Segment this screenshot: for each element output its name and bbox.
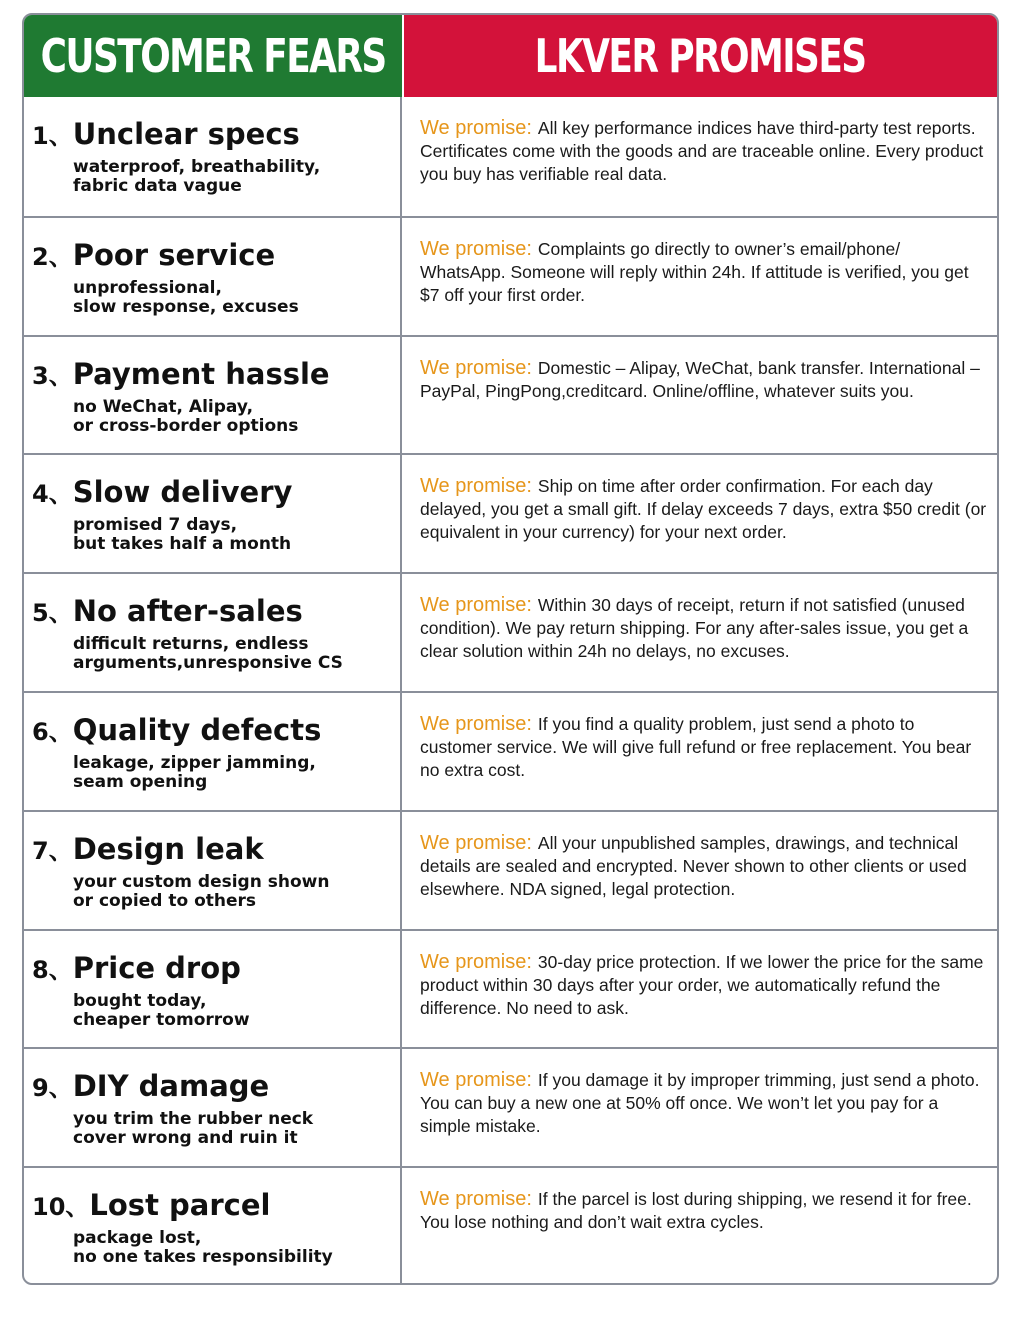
fear-title bbox=[32, 238, 400, 274]
fear-cell bbox=[24, 693, 402, 810]
fear-subtitle: no WeChat, Alipay, or cross-border options bbox=[73, 396, 299, 436]
fear-number: 9、 bbox=[32, 1074, 73, 1103]
fear-title bbox=[32, 713, 400, 749]
promise-cell bbox=[402, 1049, 997, 1166]
promise-text: If you damage it by improper trimming, just send a photo. You can buy a new one at 50% off once. We won’t let you pay for a simple mistake. bbox=[420, 1070, 980, 1137]
promise-lead: We promise: bbox=[420, 356, 532, 379]
fear-cell bbox=[24, 1168, 402, 1285]
promise-lead: We promise: bbox=[420, 1188, 532, 1211]
promise-lead: We promise: bbox=[420, 1069, 532, 1092]
promise-lead: We promise: bbox=[420, 950, 532, 973]
fear-subtitle: unprofessional, slow response, excuses bbox=[73, 277, 299, 317]
fear-number: 2、 bbox=[32, 242, 73, 271]
fear-number: 8、 bbox=[32, 955, 73, 984]
promise-text-block bbox=[420, 1188, 989, 1234]
table-row bbox=[24, 1166, 997, 1285]
fear-number: 4、 bbox=[32, 480, 73, 509]
fear-title-text: Price drop bbox=[72, 950, 241, 985]
promise-lead: We promise: bbox=[420, 712, 532, 735]
fear-cell bbox=[24, 1049, 402, 1166]
promise-text-block bbox=[420, 594, 989, 663]
fears-promises-table bbox=[22, 13, 999, 1285]
fear-title-text: Unclear specs bbox=[72, 117, 300, 151]
promise-cell bbox=[402, 693, 997, 810]
fear-title-text: Design leak bbox=[72, 831, 264, 866]
promise-lead: We promise: bbox=[420, 475, 532, 498]
fear-title bbox=[32, 1069, 400, 1105]
fear-title bbox=[32, 951, 400, 987]
table-header bbox=[24, 15, 997, 97]
table-row bbox=[24, 335, 997, 454]
lkver-promises-header bbox=[402, 15, 997, 97]
fear-title-text: Quality defects bbox=[72, 712, 322, 747]
table-row bbox=[24, 691, 997, 810]
fear-title-text: Slow delivery bbox=[72, 475, 293, 510]
fear-subtitle: bought today, cheaper tomorrow bbox=[73, 990, 250, 1030]
promise-text-block bbox=[420, 238, 989, 307]
fear-subtitle: your custom design shown or copied to others bbox=[73, 871, 330, 911]
fear-subtitle: waterproof, breathability, fabric data vague bbox=[73, 157, 321, 196]
promise-text-block bbox=[420, 117, 989, 186]
fear-subtitle: promised 7 days, but takes half a month bbox=[73, 515, 292, 555]
promise-cell bbox=[402, 218, 997, 335]
fear-subtitle: package lost, no one takes responsibility bbox=[73, 1228, 333, 1268]
fear-number: 1、 bbox=[32, 122, 73, 150]
fear-subtitle: you trim the rubber neck cover wrong and ruin it bbox=[73, 1109, 314, 1149]
fear-title bbox=[32, 117, 400, 153]
promise-text-block bbox=[420, 1069, 989, 1138]
promise-lead: We promise: bbox=[420, 117, 532, 139]
fear-subtitle: leakage, zipper jamming, seam opening bbox=[73, 752, 316, 792]
promise-text: Complaints go directly to owner’s email/phone/ WhatsApp. Someone will reply within 24h. If attitude is verified, you get $7 off your first order. bbox=[420, 238, 969, 305]
fear-title bbox=[32, 1188, 400, 1224]
table-row bbox=[24, 810, 997, 929]
promise-text-block bbox=[420, 832, 989, 901]
promise-text: Domestic – Alipay, WeChat, bank transfer. International – PayPal, PingPong,creditcard. Online/offline, whatever suits you. bbox=[420, 357, 980, 401]
table-row bbox=[24, 453, 997, 572]
fear-title bbox=[32, 357, 400, 393]
promise-text: All your unpublished samples, drawings, and technical details are sealed and encrypted. Never shown to other clients or used elsewhere. NDA signed, legal protection. bbox=[420, 832, 967, 899]
fear-number: 3、 bbox=[32, 361, 73, 390]
fear-number: 7、 bbox=[32, 836, 73, 865]
promise-text: Ship on time after order confirmation. For each day delayed, you get a small gift. If delay exceeds 7 days, extra $50 credit (or equivalent in your currency) for your next order. bbox=[420, 476, 987, 543]
fear-cell bbox=[24, 931, 402, 1048]
customer-fears-heading: CUSTOMER FEARS bbox=[40, 29, 386, 83]
fear-title bbox=[32, 475, 400, 511]
promise-cell bbox=[402, 1168, 997, 1285]
promise-text-block bbox=[420, 951, 989, 1020]
fear-title bbox=[32, 832, 400, 868]
promise-cell bbox=[402, 337, 997, 454]
promise-lead: We promise: bbox=[420, 237, 532, 260]
fear-subtitle: difficult returns, endless arguments,unresponsive CS bbox=[73, 634, 343, 674]
fear-cell bbox=[24, 97, 402, 216]
fear-title-text: No after-sales bbox=[72, 594, 303, 629]
promise-cell bbox=[402, 931, 997, 1048]
promise-lead: We promise: bbox=[420, 831, 532, 854]
promise-text: 30-day price protection. If we lower the price for the same product within 30 days after your order, we automatically refund the difference. No need to ask. bbox=[420, 951, 984, 1018]
promise-text: Within 30 days of receipt, return if not satisfied (unused condition). We pay return shipping. For any after-sales issue, you get a clear solution within 24h no delays, no excuses. bbox=[420, 595, 969, 662]
fear-title-text: DIY damage bbox=[72, 1069, 270, 1104]
table-row bbox=[24, 572, 997, 691]
table-row bbox=[24, 97, 997, 216]
promise-text-block bbox=[420, 357, 989, 403]
fear-cell bbox=[24, 218, 402, 335]
fear-title-text: Payment hassle bbox=[72, 356, 330, 391]
fear-cell bbox=[24, 337, 402, 454]
promise-cell bbox=[402, 455, 997, 572]
promise-cell bbox=[402, 812, 997, 929]
fear-title-text: Poor service bbox=[72, 237, 276, 272]
fear-number: 6、 bbox=[32, 717, 73, 746]
promise-cell bbox=[402, 97, 997, 216]
fear-cell bbox=[24, 455, 402, 572]
promise-lead: We promise: bbox=[420, 594, 532, 617]
customer-fears-header bbox=[24, 15, 402, 97]
fear-cell bbox=[24, 812, 402, 929]
fear-title-text: Lost parcel bbox=[89, 1188, 271, 1223]
promise-text: All key performance indices have third-party test reports. Certificates come with the goods and are traceable online. Every product you buy has verifiable real data. bbox=[420, 118, 984, 184]
lkver-promises-heading: LKVER PROMISES bbox=[535, 29, 866, 83]
fear-number: 5、 bbox=[32, 599, 73, 628]
fear-cell bbox=[24, 574, 402, 691]
promise-cell bbox=[402, 574, 997, 691]
table-row bbox=[24, 929, 997, 1048]
promise-text: If you find a quality problem, just send a photo to customer service. We will give full refund or free replacement. You bear no extra cost. bbox=[420, 713, 972, 780]
table-row bbox=[24, 216, 997, 335]
fear-title bbox=[32, 594, 400, 630]
promise-text-block bbox=[420, 475, 989, 544]
promise-text: If the parcel is lost during shipping, we resend it for free. You lose nothing and don’t wait extra cycles. bbox=[420, 1189, 972, 1233]
promise-text-block bbox=[420, 713, 989, 782]
fear-number: 10、 bbox=[32, 1193, 90, 1222]
table-row bbox=[24, 1047, 997, 1166]
table-body bbox=[24, 97, 997, 1285]
